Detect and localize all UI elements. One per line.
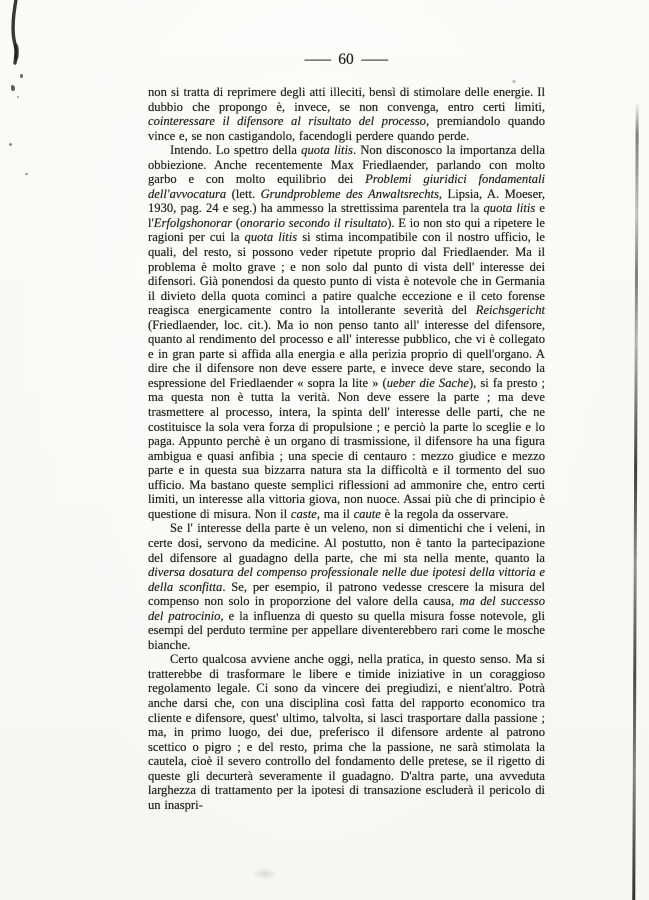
italic-text-segment: caste (290, 506, 317, 521)
page-header (148, 51, 544, 69)
ink-speck (512, 80, 516, 83)
paragraph (148, 652, 545, 812)
text-segment: (lett. (226, 186, 261, 201)
italic-text-segment: caute (353, 506, 381, 521)
ink-speck (9, 143, 12, 146)
paragraph (148, 521, 545, 652)
text-segment: . Se, per esempio, il patrono vedesse crescere la misura del compenso non solo in proporzione del valore della causa, (148, 579, 545, 609)
italic-text-segment: cointeressare il difensore al risultato del processo (148, 114, 426, 129)
page-body-text (148, 85, 545, 812)
text-segment: non si tratta di reprimere degli atti illeciti, bensì di stimolare delle energie. Il dubbio che propongo è, invece, se non convenga, entro certi limiti, (148, 85, 545, 114)
header-left-dash: — (304, 51, 331, 68)
italic-text-segment: Erfolgshonorar (153, 215, 233, 230)
text-segment: . Non disconosco la importanza della obbiezione. Anche recentemente Max Friedlaender, parlando con molto garbo e con molto equilibrio dei (148, 143, 545, 187)
text-segment: ). E io non sto qui a ripetere le ragioni per cui la (148, 215, 545, 245)
text-segment: Se l' interesse della parte è un veleno, non si dimentichi che i veleni, in certe dosi, servono da medicine. Al postutto, non è tanto la partecipazione del difensore al guadagno della parte, che mi sta nella mente, quanto la (148, 521, 545, 565)
ink-speck (20, 74, 23, 78)
ink-speck (17, 96, 19, 98)
paragraph (148, 85, 545, 143)
text-segment: è la regola da osservare. (380, 506, 509, 521)
text-segment: Intendo. Lo spettro della (170, 143, 302, 158)
paragraph (148, 143, 545, 521)
text-segment: , ma il (316, 506, 354, 521)
italic-text-segment: Problemi giuridici fondamentali dell'avvocatura (148, 172, 545, 201)
ink-smudge-mark (4, 0, 34, 107)
italic-text-segment: onorario secondo il risultato (240, 215, 388, 230)
page-number: 60 (338, 51, 354, 68)
ink-speck (11, 85, 15, 91)
text-segment: , Lipsia, A. Moeser, 1930, pag. 24 e seg.) ha ammesso la strettissima parentela tra la (148, 186, 545, 216)
italic-text-segment: ma del successo del patrocinio (148, 594, 545, 623)
text-segment: ), si fa presto ; ma questa non è tutta la verità. Non deve essere la parte ; ma deve trasmettere al processo, intera, la spinta dell' interesse delle parti, che ne costituisce la sola vera forza di propulsione ; e perciò la parte lo sceglie e lo paga. Appunto perchè è un organo di trasmissione, il difensore ha una figura ambigua e quasi anfibia ; una specie di centauro : mezzo giudice e mezzo parte e in questa sua bizzarra natura sta la difficoltà e il tormento del suo ufficio. Ma bastano queste semplici riflessioni ad ammonire che, entro certi limiti, un interesse alla vittoria giova, non nuoce. Assai più che di principio è questione di misura. Non il (148, 375, 545, 521)
italic-text-segment: quota litis (301, 143, 353, 158)
italic-text-segment: quota litis (244, 230, 298, 245)
text-segment: ( (232, 215, 241, 230)
italic-text-segment: ueber die Sache (386, 375, 469, 390)
binding-crease (632, 102, 638, 900)
text-segment: , e la influenza di questo su quella misura fosse notevole, gli esempi del perduto termine per appellare diventerebbero rari come le mosche bianche. (148, 608, 545, 652)
paper-smudge (252, 868, 278, 880)
text-segment: (Friedlaender, loc. cit.). Ma io non penso tanto all' interesse del difensore, quanto al rendimento del processo e all' interesse pubblico, che vi è collegato e in gran parte si affida alla energia e alla perizia proprio di quell'organo. A dire che il difensore non deve essere parte, e invece deve stare, secondo la espressione del Friedlaender « sopra la lite » ( (148, 317, 545, 390)
italic-text-segment: diversa dosatura del compenso professionale nelle due ipotesi della vittoria e della sconfitta (148, 565, 545, 594)
header-right-dash: — (361, 51, 388, 68)
italic-text-segment: Reichsgericht (475, 303, 545, 318)
text-segment: Certo qualcosa avviene anche oggi, nella pratica, in questo senso. Ma si tratterebbe di trasformare le libere e timide iniziative in un coraggioso regolamento legale. Ci sono da vincere dei pregiudizi, e nient'altro. Potrà anche darsi che, con una disciplina così fatta del rapporto economico tra cliente e difensore, quest' ultimo, talvolta, si lasci trasportare dalla passione ; ma, in primo luogo, dei due, preferisco il difensore ardente al patrono scettico o pigro ; e del resto, prima che la passione, ne sarà stimolata la cautela, cioè il severo controllo del fondamento delle pretese, se il rigetto di queste gli decurterà severamente il guadagno. D'altra parte, una avveduta larghezza di trattamento per la ipotesi di transazione escluderà il pericolo di un inaspri- (148, 652, 545, 812)
text-segment: si stima incompatibile con il nostro ufficio, le quali, del resto, si possono veder ripetute proprio dal Friedlaender. Ma il problema è molto grave ; e non solo dal punto di vista dell' interesse dei difensori. Già ponendosi da questo punto di vista è notevole che in Germania il divieto della quota cominci a patire qualche eccezione e il ceto forense reagisca energicamente contro la intollerante severità del (148, 230, 545, 318)
text-segment: , premiandolo quando vince e, se non castigandolo, facendogli perdere quando perde. (148, 114, 545, 143)
ink-speck (25, 173, 28, 175)
italic-text-segment: Grundprobleme des Anwaltsrechts (260, 186, 439, 201)
italic-text-segment: quota litis (483, 201, 536, 216)
text-segment: e l' (148, 201, 545, 230)
